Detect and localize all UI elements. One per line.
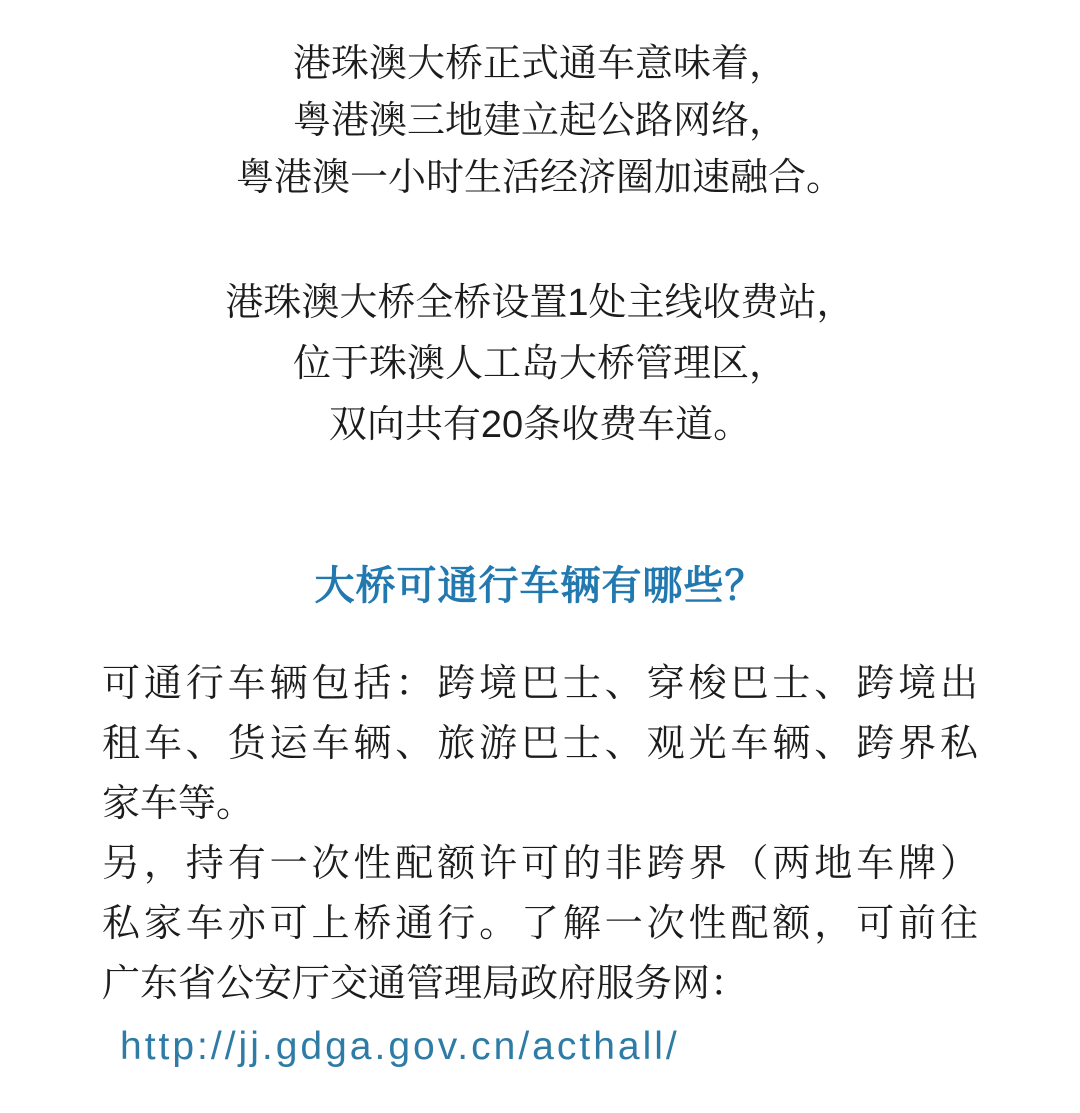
intro-line-3: 粤港澳一小时生活经济圈加速融合。 <box>235 157 844 199</box>
vehicles-line-1: 可通行车辆包括：跨境巴士、穿梭巴士、跨境出 <box>102 663 978 705</box>
intro-paragraph <box>0 0 1080 207</box>
vehicles-line-2: 租车、货运车辆、旅游巴士、观光车辆、跨界私 <box>102 723 978 765</box>
service-site-link-row <box>102 1014 978 1086</box>
intro-line-1: 港珠澳大桥正式通车意味着， <box>292 43 787 85</box>
vehicles-line-3: 家车等。 <box>102 783 255 825</box>
toll-station-paragraph <box>0 273 1080 456</box>
section-heading-permitted-vehicles: 大桥可通行车辆有哪些？ <box>314 564 766 608</box>
quota-line-1: 另，持有一次性配额许可的非跨界（两地车牌） <box>102 843 978 885</box>
quota-paragraph <box>102 834 978 1014</box>
quota-line-2: 私家车亦可上桥通行。了解一次性配额，可前往 <box>102 903 978 945</box>
toll-line-3: 双向共有20条收费车道。 <box>328 404 752 446</box>
toll-line-1: 港珠澳大桥全桥设置1处主线收费站， <box>225 282 855 324</box>
toll-line-2: 位于珠澳人工岛大桥管理区， <box>292 343 787 385</box>
quota-line-3: 广东省公安厅交通管理局政府服务网： <box>102 963 749 1005</box>
acthall-url-link[interactable]: http://jj.gdga.gov.cn/acthall/ <box>120 1025 680 1068</box>
intro-line-2: 粤港澳三地建立起公路网络， <box>292 100 787 142</box>
vehicles-paragraph <box>102 654 978 834</box>
